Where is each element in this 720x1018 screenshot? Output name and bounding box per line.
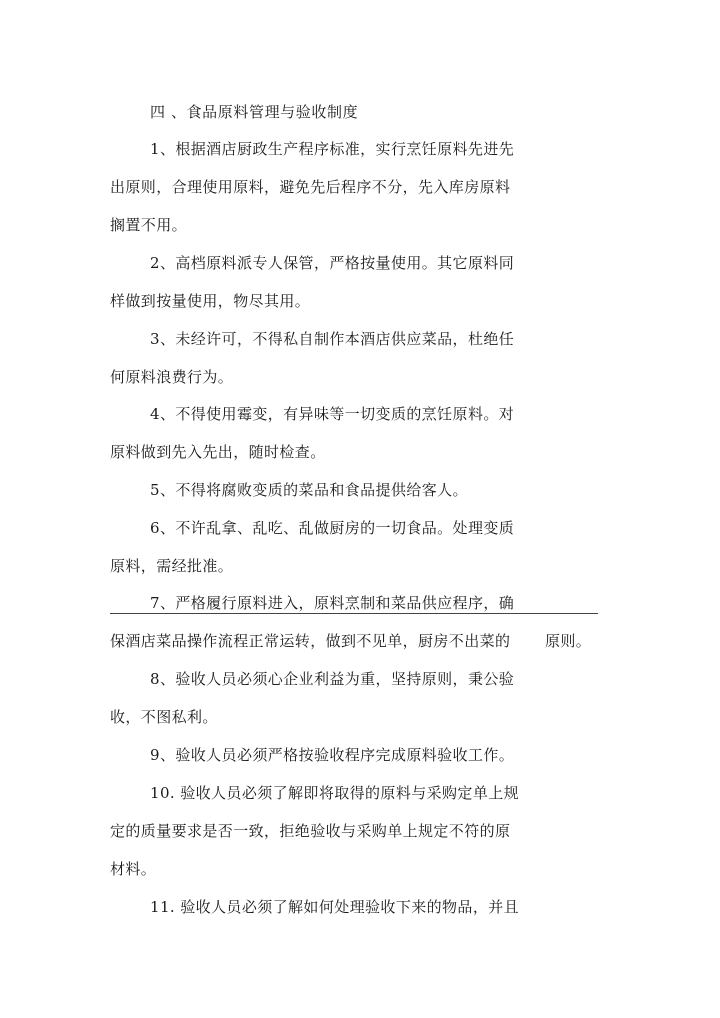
paragraph-3-line-1: 3、未经许可，不得私自制作本酒店供应菜品，杜绝任 [150, 330, 515, 348]
paragraph-11-line-1: 11. 验收人员必须了解如何处理验收下来的物品，并且 [150, 898, 520, 916]
paragraph-8-line-2: 收，不图私利。 [110, 708, 218, 726]
paragraph-2-line-1: 2、高档原料派专人保管，严格按量使用。其它原料同 [150, 254, 515, 272]
paragraph-8-line-1: 8、验收人员必须心企业利益为重，坚持原则，秉公验 [150, 670, 515, 688]
paragraph-7-line-1: 7、严格履行原料进入，原料烹制和菜品供应程序，确 [150, 594, 515, 612]
paragraph-10-line-2: 定的质量要求是否一致，拒绝验收与采购单上规定不符的原 [110, 822, 511, 840]
paragraph-1-line-2: 出原则，合理使用原料，避免先后程序不分，先入库房原料 [110, 178, 511, 196]
paragraph-10-line-3: 材料。 [110, 860, 157, 878]
paragraph-4-line-1: 4、不得使用霉变，有异味等一切变质的烹饪原料。对 [150, 405, 515, 423]
paragraph-5-line-1: 5、不得将腐败变质的菜品和食品提供给客人。 [150, 481, 468, 499]
paragraph-1-line-1: 1、根据酒店厨政生产程序标准，实行烹饪原料先进先 [150, 140, 515, 158]
paragraph-6-line-1: 6、不许乱拿、乱吃、乱做厨房的一切食品。处理变质 [150, 519, 515, 537]
paragraph-7-tail: 原则。 [545, 632, 592, 650]
paragraph-1-line-3: 搁置不用。 [110, 216, 188, 234]
paragraph-6-line-2: 原料，需经批准。 [110, 557, 234, 575]
paragraph-7-line-2: 保酒店菜品操作流程正常运转，做到不见单，厨房不出菜的 [110, 632, 511, 650]
section-heading: 四 、食品原料管理与验收制度 [150, 103, 359, 121]
paragraph-4-line-2: 原料做到先入先出，随时检查。 [110, 443, 326, 461]
paragraph-2-line-2: 样做到按量使用，物尽其用。 [110, 292, 311, 310]
paragraph-3-line-2: 何原料浪费行为。 [110, 368, 234, 386]
paragraph-10-line-1: 10. 验收人员必须了解即将取得的原料与采购定单上规 [150, 784, 520, 802]
paragraph-9-line-1: 9、验收人员必须严格按验收程序完成原料验收工作。 [150, 746, 515, 764]
horizontal-rule [110, 613, 598, 614]
